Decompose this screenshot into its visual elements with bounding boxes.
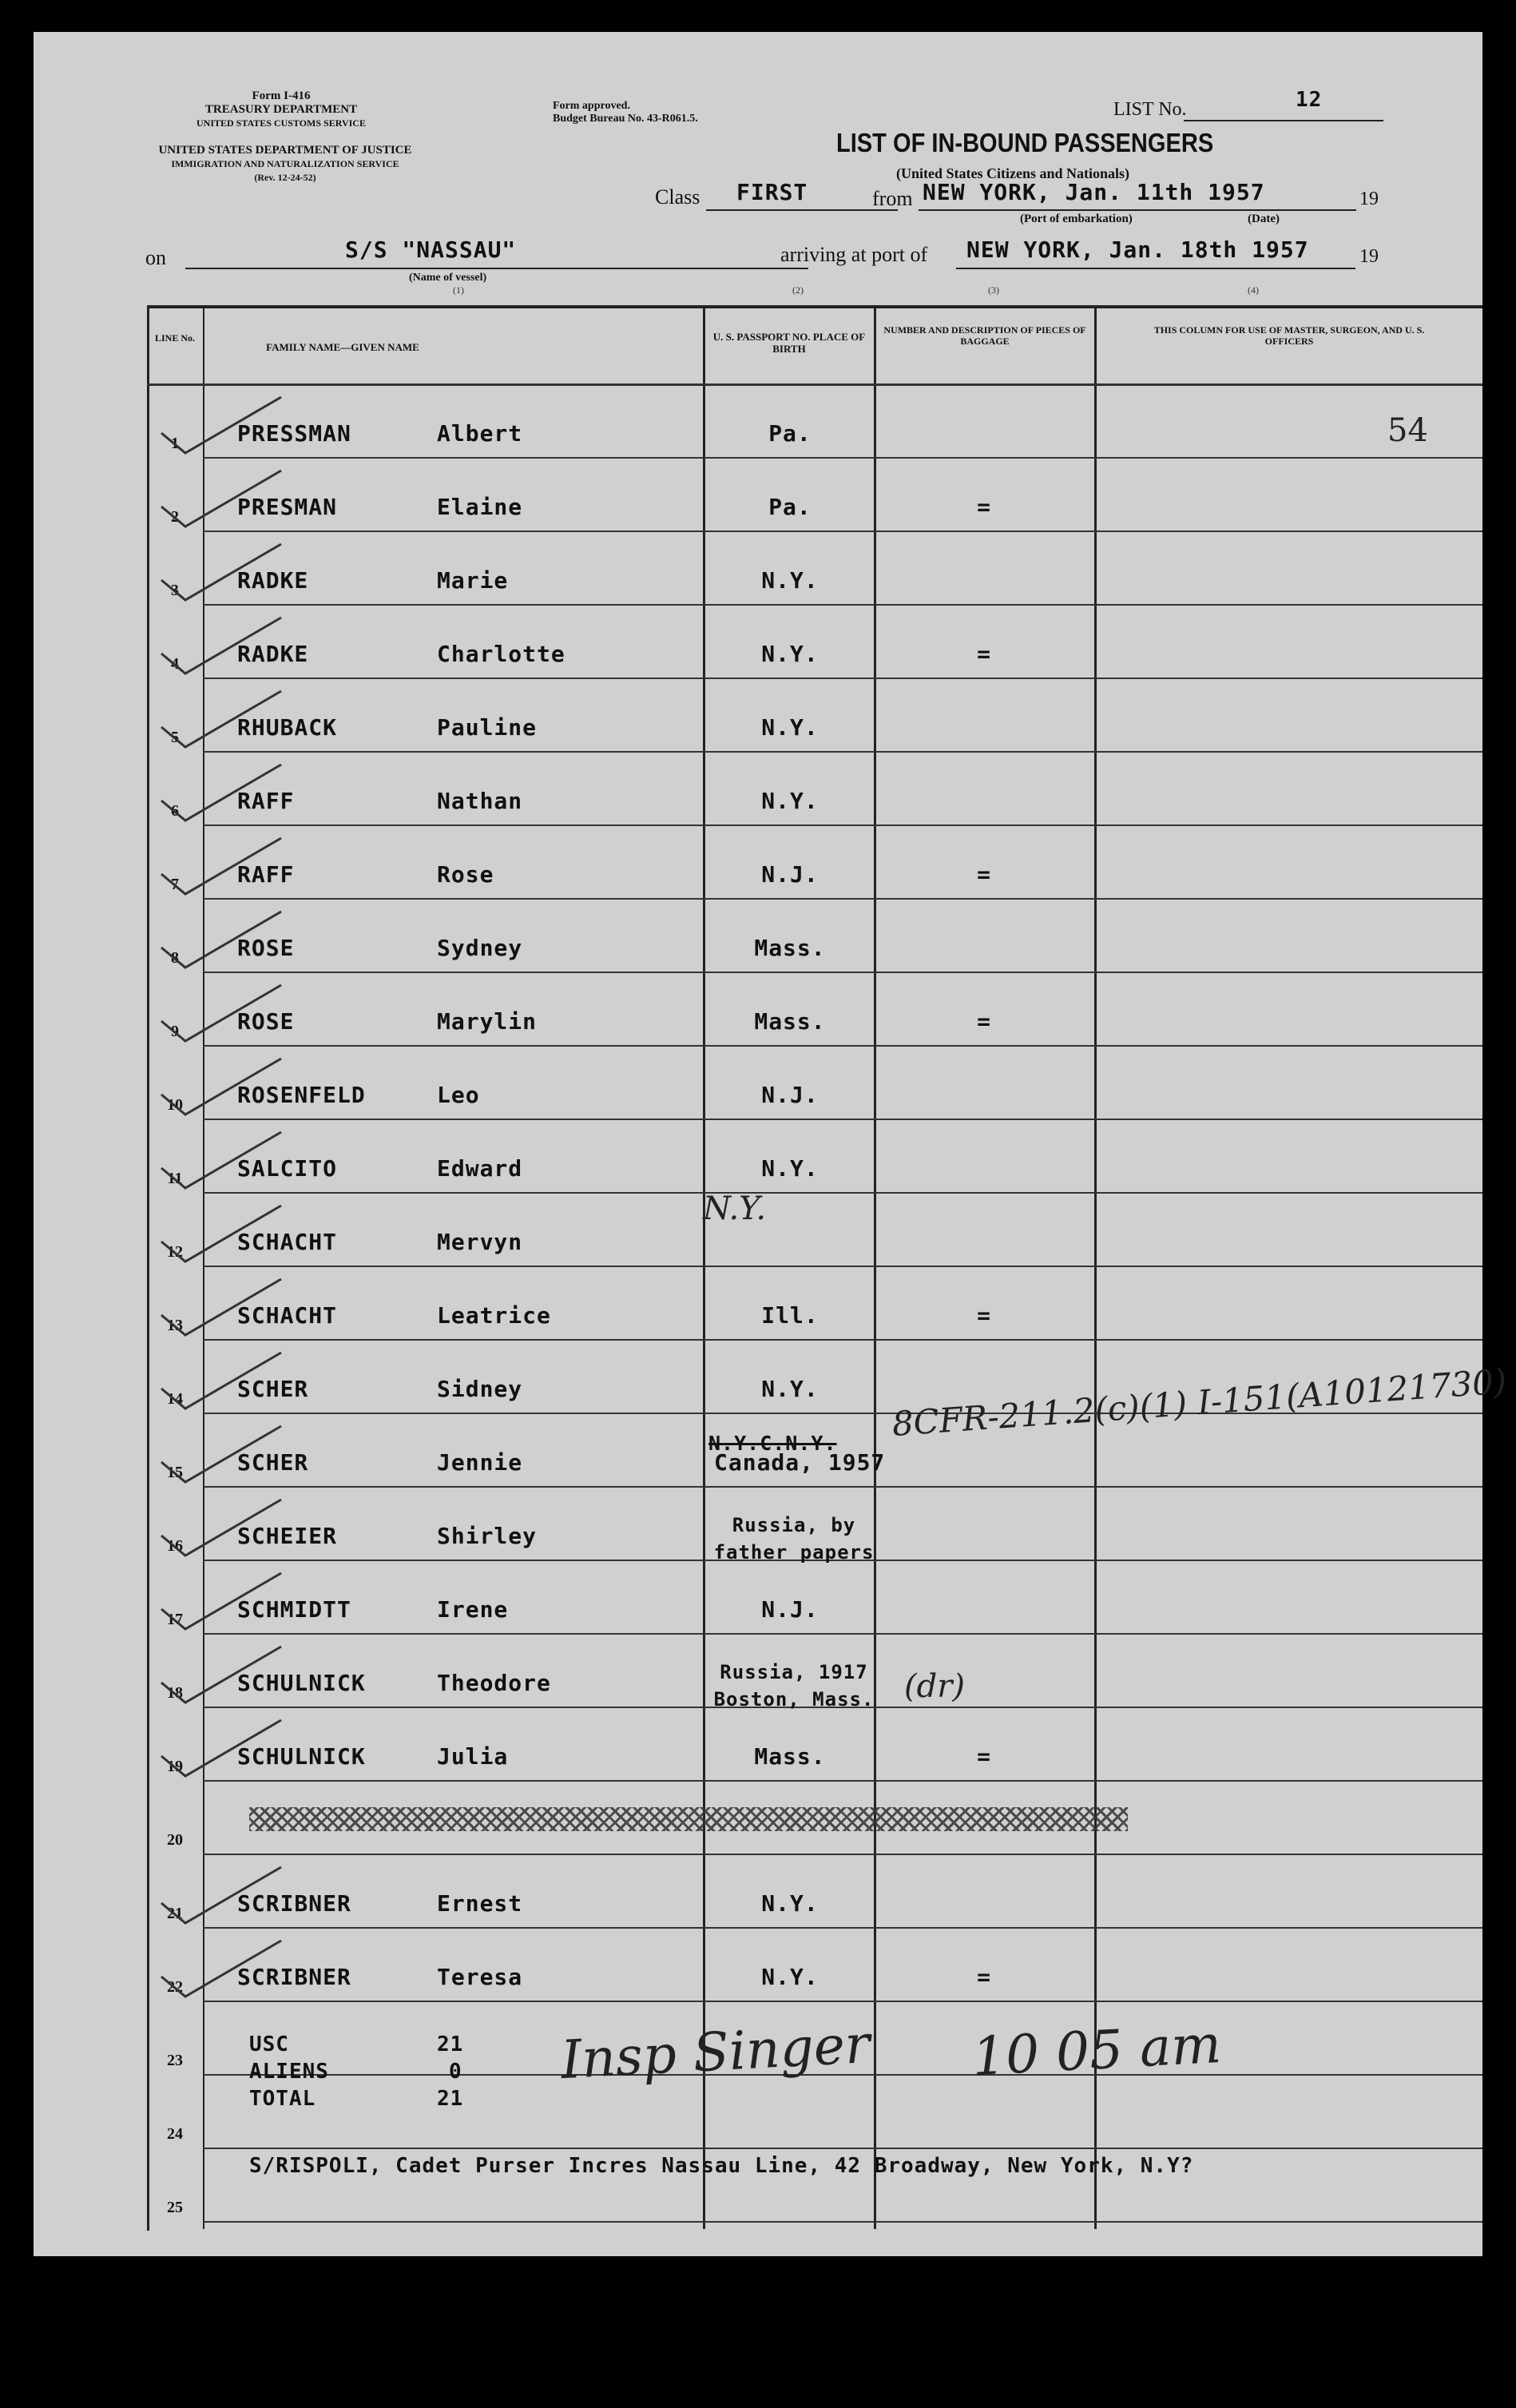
approval-block [553,100,698,125]
place-of-birth: Pa. [768,420,812,447]
handwritten-annotation-18: (dr) [904,1668,965,1705]
family-name: SCRIBNER [237,1964,351,1990]
vessel-name: S/S "NASSAU" [345,236,517,263]
family-name: SCHULNICK [237,1743,366,1770]
place-of-birth: N.Y. [761,714,819,741]
on-label: on [145,246,166,269]
place-of-birth: Canada, 1957 [714,1449,886,1476]
line-number: 6 [171,802,179,820]
place-of-birth: Mass. [754,935,826,961]
given-name: Rose [437,861,494,888]
given-name: Leo [437,1082,480,1108]
line-number: 8 [171,949,179,967]
col-divider-baggage [1094,308,1097,2229]
from-underline [919,209,1356,211]
form-approved: Form approved. [553,100,630,112]
family-name: RADKE [237,641,309,667]
given-name: Ernest [437,1890,523,1917]
totals-labels [249,2029,329,2114]
family-name: SCHMIDTT [237,1596,351,1623]
inspection-time: 10 05 am [970,2013,1223,2088]
family-name: ROSE [237,935,295,961]
justice-label: UNITED STATES DEPARTMENT OF JUSTICE [158,144,412,157]
row-rule [203,2221,1482,2223]
line-number: 18 [167,1684,183,1702]
line-number: 4 [171,655,179,673]
place-of-birth: Pa. [768,494,812,520]
ins-label: IMMIGRATION AND NATURALIZATION SERVICE [171,158,399,169]
line-number: 22 [167,1978,183,1996]
baggage-mark: = [977,494,991,520]
place-of-birth: N.Y. [761,1376,819,1402]
form-title: LIST OF IN-BOUND PASSENGERS [836,128,1214,157]
date-label: (Date) [1248,213,1280,225]
baggage-mark: = [977,1302,991,1329]
treasury-label: TREASURY DEPARTMENT [204,103,358,116]
usc-value: 21 [437,2032,464,2056]
given-name: Elaine [437,494,523,520]
header-name: FAMILY NAME—GIVEN NAME [266,341,419,353]
document-sheet [34,32,1508,2256]
given-name: Irene [437,1596,509,1623]
class-label: Class [655,185,700,209]
row-rule [203,1192,1482,1194]
family-name: SCHACHT [237,1229,338,1255]
table-top-border [147,305,1482,308]
justice-block [137,144,433,185]
family-name: SCHEIER [237,1523,338,1549]
crossed-out-row-20 [249,1807,1128,1831]
family-name: SCHULNICK [237,1670,366,1696]
line-number: 3 [171,582,179,599]
list-no-label: LIST No. [1113,99,1187,120]
line-number: 11 [167,1170,183,1187]
given-name: Charlotte [437,641,566,667]
place-of-birth: N.Y. [761,788,819,814]
header-passport: U. S. PASSPORT NO. PLACE OF BIRTH [712,331,866,355]
aliens-label: ALIENS [249,2060,329,2084]
family-name: SCRIBNER [237,1890,351,1917]
given-name: Teresa [437,1964,523,1990]
row-rule [203,898,1482,900]
line-number: 1 [171,435,179,452]
given-name: Marylin [437,1008,538,1035]
header-baggage: NUMBER AND DESCRIPTION OF PIECES OF BAGGAGE [883,324,1086,347]
row-rule [203,751,1482,753]
line-number: 19 [167,1758,183,1775]
col-number-2: (2) [792,284,804,296]
place-of-birth: Russia, 1917 Boston, Mass. [713,1661,875,1711]
family-name: ROSE [237,1008,295,1035]
baggage-mark: = [977,1743,991,1770]
place-of-birth: N.Y. [761,1155,819,1182]
header-line-no: LINE No. [154,332,195,344]
line-number: 24 [167,2125,183,2143]
col-number-4: (4) [1248,284,1259,296]
usc-label: USC [249,2032,289,2056]
vessel-name-label: (Name of vessel) [409,272,487,284]
baggage-mark: = [977,1008,991,1035]
given-name: Leatrice [437,1302,551,1329]
place-of-birth: N.J. [761,1082,819,1108]
row-rule [203,1266,1482,1267]
class-value: FIRST [736,179,808,205]
line-number: 23 [167,2052,183,2069]
row-rule [203,604,1482,606]
line-number: 5 [171,729,179,746]
budget-bureau: Budget Bureau No. 43-R061.5. [553,113,698,125]
family-name: SCHACHT [237,1302,338,1329]
given-name: Marie [437,567,509,594]
list-no-value: 12 [1296,88,1323,112]
aliens-value: 0 [449,2060,462,2084]
arriving-underline [956,268,1355,269]
given-name: Nathan [437,788,523,814]
row-rule [203,972,1482,973]
given-name: Mervyn [437,1229,523,1255]
family-name: SALCITO [237,1155,338,1182]
line-number: 2 [171,508,179,526]
given-name: Theodore [437,1670,551,1696]
row-rule [203,2001,1482,2002]
family-name: RAFF [237,788,295,814]
row-rule [203,825,1482,826]
list-no-underline [1184,120,1383,121]
handwritten-annotation-15: 8CFR-211.2(c)(1) I-151(A10121730) [891,1361,1508,1444]
given-name: Jennie [437,1449,523,1476]
line-number: 21 [167,1905,183,1922]
family-name: PRESSMAN [237,420,351,447]
place-of-birth: N.J. [761,1596,819,1623]
row-rule [203,457,1482,459]
given-name: Albert [437,420,523,447]
row-rule [203,1854,1482,1855]
place-of-birth: N.Y. [761,1964,819,1990]
row-rule [203,1339,1482,1341]
place-of-birth: N.J. [761,861,819,888]
arriving-value: NEW YORK, Jan. 18th 1957 [966,236,1309,263]
handwritten-birth-12: N.Y. [703,1190,767,1227]
family-name: ROSENFELD [237,1082,366,1108]
line-number: 20 [167,1831,183,1849]
officer-note: 54 [1387,412,1428,449]
place-of-birth: N.Y. [761,567,819,594]
header-bottom-rule [147,383,1482,386]
baggage-mark: = [977,641,991,667]
line-number: 12 [167,1243,183,1261]
from-label: from [872,187,913,210]
header-officers: THIS COLUMN FOR USE OF MASTER, SURGEON, AND U. S. OFFICERS [1153,324,1425,347]
year-prefix-2: 19 [1359,246,1379,267]
line-number: 15 [167,1464,183,1481]
inspector-signature: Insp Singer [559,2013,872,2092]
given-name: Edward [437,1155,523,1182]
row-rule [203,1927,1482,1929]
row-rule [203,2148,1482,2149]
family-name: RHUBACK [237,714,338,741]
given-name: Shirley [437,1523,538,1549]
customs-label: UNITED STATES CUSTOMS SERVICE [196,117,366,129]
class-underline [706,209,898,211]
col-number-3: (3) [988,284,999,296]
row-rule [203,1780,1482,1782]
place-of-birth: N.Y. [761,1890,819,1917]
form-subtitle: (United States Citizens and Nationals) [896,165,1130,181]
header-agency-block [161,89,401,130]
given-name: Pauline [437,714,538,741]
baggage-mark: = [977,861,991,888]
revision-label: (Rev. 12-24-52) [254,172,316,183]
place-of-birth: Mass. [754,1008,826,1035]
line-number: 9 [171,1023,179,1040]
year-prefix-1: 19 [1359,189,1379,209]
family-name: SCHER [237,1376,309,1402]
given-name: Sidney [437,1376,523,1402]
form-number: Form I-416 [252,89,311,102]
total-label: TOTAL [249,2087,316,2111]
row-rule [203,1633,1482,1635]
total-value: 21 [437,2087,464,2111]
row-rule [203,530,1482,532]
row-rule [203,1486,1482,1488]
place-of-birth: N.Y. [761,641,819,667]
place-of-birth: Ill. [761,1302,819,1329]
baggage-mark: = [977,1964,991,1990]
arriving-label: arriving at port of [780,243,928,266]
col-divider-passport [874,308,876,2229]
place-of-birth: Russia, by father papers [713,1514,875,1564]
given-name: Sydney [437,935,523,961]
line-number: 10 [167,1096,183,1114]
line-number: 14 [167,1390,183,1408]
family-name: RADKE [237,567,309,594]
vessel-underline [185,268,808,269]
row-rule [203,1045,1482,1047]
struck-birth-15: N.Y.C.N.Y. [708,1432,837,1455]
given-name: Julia [437,1743,509,1770]
col-number-1: (1) [453,284,464,296]
purser-line: S/RISPOLI, Cadet Purser Incres Nassau Line, 42 Broadway, New York, N.Y? [249,2154,1194,2178]
port-embark-label: (Port of embarkation) [1020,213,1133,225]
line-number: 16 [167,1537,183,1555]
line-number: 17 [167,1611,183,1628]
from-value: NEW YORK, Jan. 11th 1957 [923,179,1265,205]
place-of-birth: Mass. [754,1743,826,1770]
family-name: SCHER [237,1449,309,1476]
family-name: PRESMAN [237,494,338,520]
family-name: RAFF [237,861,295,888]
row-rule [203,677,1482,679]
totals-values [437,2029,463,2114]
row-rule [203,1119,1482,1120]
line-number: 13 [167,1317,183,1334]
col-divider-name [703,308,705,2229]
line-number: 25 [167,2199,183,2216]
line-number: 7 [171,876,179,893]
